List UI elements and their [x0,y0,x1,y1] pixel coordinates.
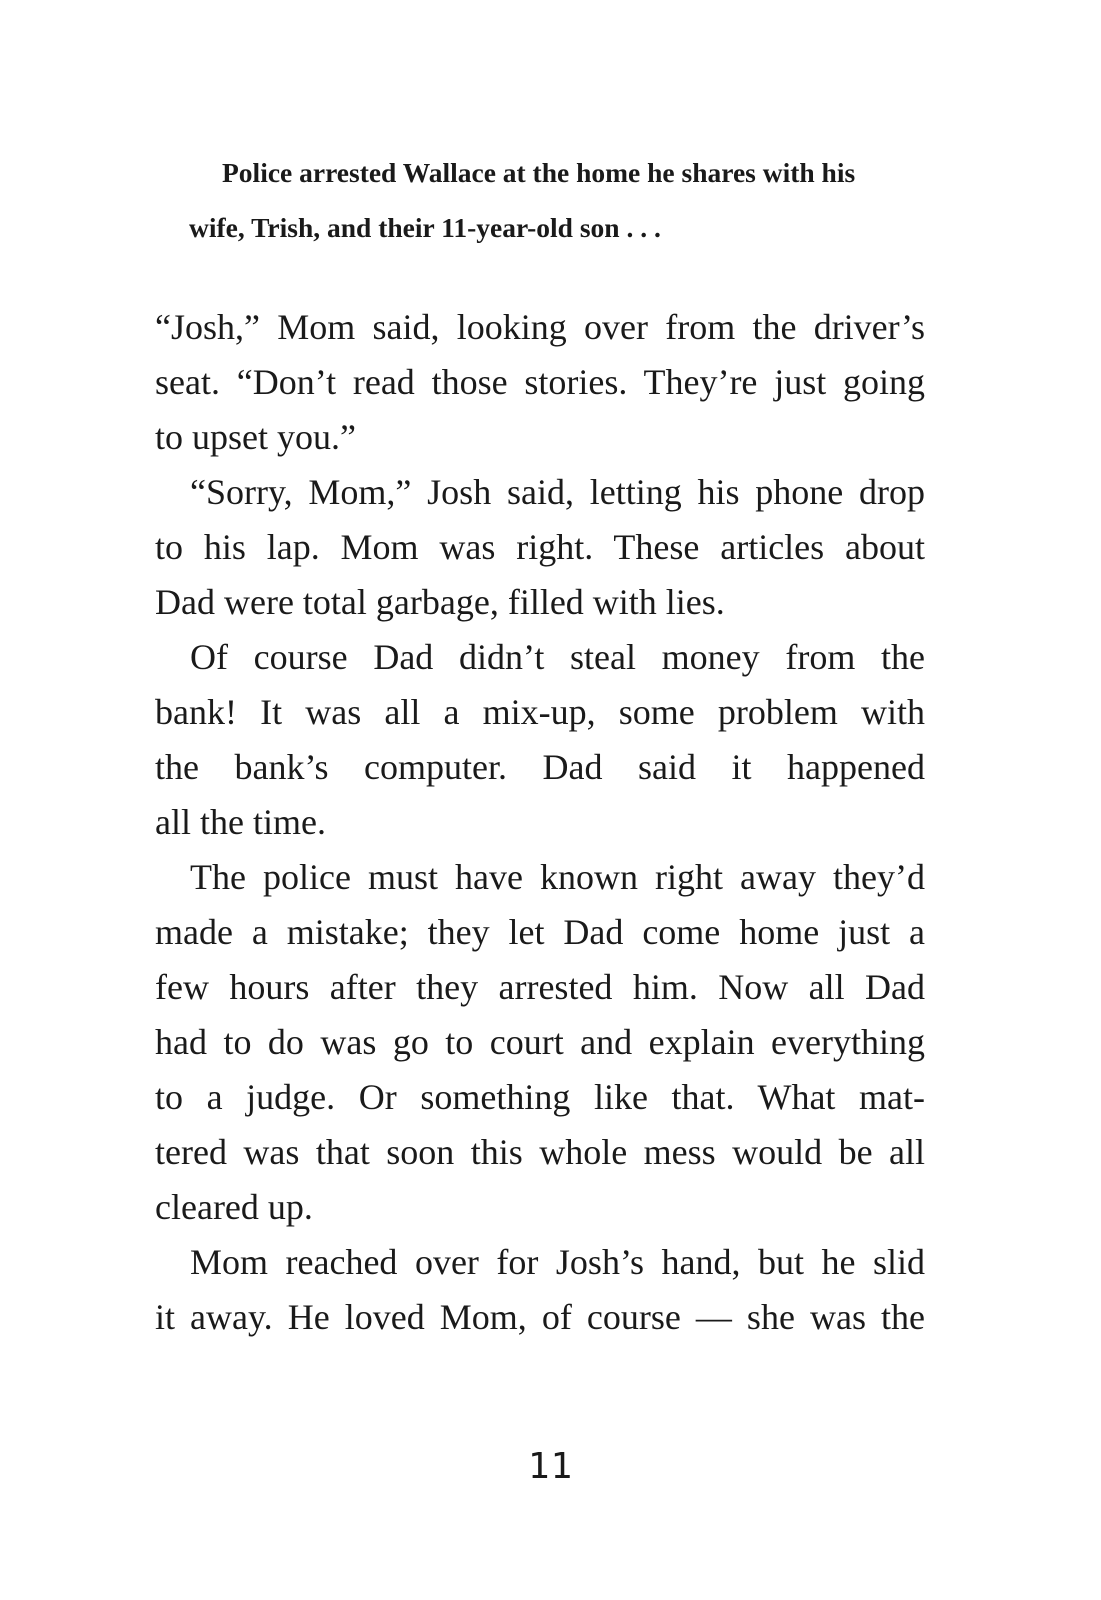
text-line: few hours after they arrested him. Now all Dad [155,967,925,1007]
text-line: to a judge. Or something like that. What mat- [155,1077,925,1117]
text-line: The police must have known right away they’d [190,857,925,897]
text-line: cleared up. [155,1187,313,1227]
text-line: to his lap. Mom was right. These articles about [155,527,925,567]
paragraph [155,850,925,1235]
paragraph [155,300,925,465]
paragraph [155,630,925,850]
text-line: all the time. [155,802,326,842]
text-line: Mom reached over for Josh’s hand, but he slid [190,1242,925,1282]
text-line: “Sorry, Mom,” Josh said, letting his phone drop [190,472,925,512]
text-line: tered was that soon this whole mess would be all [155,1132,925,1172]
headline-line: Police arrested Wallace at the home he shares with his [222,157,856,188]
text-line: made a mistake; they let Dad come home just a [155,912,925,952]
text-line: the bank’s computer. Dad said it happened [155,747,925,787]
text-line: it away. He loved Mom, of course — she was the [155,1297,925,1337]
paragraph [155,465,925,630]
page-number: 11 [527,1446,574,1487]
text-line: had to do was go to court and explain everything [155,1022,925,1062]
text-line: seat. “Don’t read those stories. They’re just going [155,362,925,402]
text-line: Dad were total garbage, filled with lies. [155,582,725,622]
text-line: bank! It was all a mix-up, some problem with [155,692,925,732]
paragraph [155,1235,925,1345]
story-body [155,300,925,1345]
text-line: Of course Dad didn’t steal money from the [190,637,925,677]
headline-line: wife, Trish, and their 11-year-old son . . . [189,212,661,243]
text-line: to upset you.” [155,417,356,457]
news-headline-excerpt [189,145,909,255]
text-line: “Josh,” Mom said, looking over from the driver’s [155,307,925,347]
